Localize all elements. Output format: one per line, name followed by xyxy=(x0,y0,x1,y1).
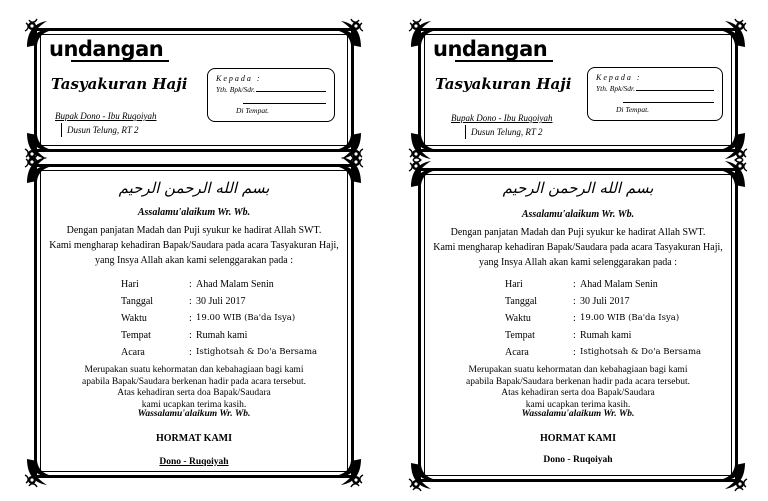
detail-value: 19.00 WIB (Ba'da Isya) xyxy=(580,313,680,323)
detail-label: Tempat xyxy=(505,330,535,341)
intro-line: Kami mengharap kehadiran Bapak/Saudara pada acara Tasyakuran Haji, xyxy=(49,240,339,251)
closing-line: apabila Bapak/Saudara berkenan hadir pada acara tersebut. xyxy=(82,376,306,387)
event-details xyxy=(505,279,735,369)
recipient-name-line xyxy=(636,90,714,91)
corner-ornament-icon xyxy=(715,17,749,51)
hormat-kami: HORMAT KAMI xyxy=(155,433,232,444)
salam-greeting: Assalamu'alaikum Wr. Wb. xyxy=(137,207,251,218)
closing-line: kami ucapkan terima kasih. xyxy=(525,399,631,410)
detail-value: Ahad Malam Senin xyxy=(196,279,274,290)
closing-line: Merupakan suatu kehormatan dan kebahagiaan bagi kami xyxy=(468,365,688,375)
envelope-card-left xyxy=(34,28,354,152)
intro-line: yang Insya Allah akan kami selenggarakan pada : xyxy=(95,255,293,266)
signature xyxy=(421,455,735,465)
heading-text: undangan xyxy=(49,37,164,61)
kepada-label: Kepada : xyxy=(216,74,262,83)
detail-label: Hari xyxy=(121,279,139,290)
closing-line: Merupakan suatu kehormatan dan kebahagiaan bagi kami xyxy=(84,365,304,375)
detail-separator: : xyxy=(573,330,576,341)
wassalam-greeting: Wassalamu'alaikum Wr. Wb. xyxy=(137,409,251,419)
detail-value: Ahad Malam Senin xyxy=(580,279,658,290)
recipient-box xyxy=(207,68,335,122)
intro-line: Kami mengharap kehadiran Bapak/Saudara pada acara Tasyakuran Haji, xyxy=(433,242,723,253)
detail-value: 30 Juli 2017 xyxy=(196,296,246,307)
detail-separator: : xyxy=(573,313,576,324)
heading-text: undangan xyxy=(433,37,548,61)
detail-label: Waktu xyxy=(121,313,147,324)
host-name: Bupak Dono - Ibu Ruqoiyah xyxy=(55,111,157,121)
detail-label: Tanggal xyxy=(505,296,538,307)
intro-line: yang Insya Allah akan kami selenggarakan pada : xyxy=(479,257,677,268)
undangan-heading xyxy=(433,37,547,61)
signature-name: Dono - Ruqoiyah xyxy=(159,457,229,467)
detail-separator: : xyxy=(189,330,192,341)
detail-separator: : xyxy=(573,296,576,307)
detail-separator: : xyxy=(189,313,192,324)
signature xyxy=(37,457,351,467)
intro-paragraph xyxy=(37,223,351,268)
detail-separator: : xyxy=(573,279,576,290)
host-address: Dusun Telung, RT 2 xyxy=(471,127,543,137)
letter-card-right xyxy=(418,168,738,482)
host-name: Bupak Dono - Ibu Ruqoiyah xyxy=(451,113,553,123)
recipient-box xyxy=(587,67,723,121)
closing-line: Atas kehadiran serta doa Bapak/Saudara xyxy=(117,388,271,398)
location-label: Di Tempat. xyxy=(616,105,650,114)
closing-paragraph xyxy=(37,365,351,411)
detail-label: Acara xyxy=(121,347,145,358)
detail-separator: : xyxy=(189,347,192,358)
envelope-card-right xyxy=(418,28,738,152)
undangan-heading xyxy=(49,37,163,61)
detail-label: Waktu xyxy=(505,313,531,324)
closing-line: Atas kehadiran serta doa Bapak/Saudara xyxy=(501,388,655,398)
event-details xyxy=(121,279,351,369)
recipient-label: Yth. Bpk/Sdr. xyxy=(216,85,255,94)
detail-value: Istighotsah & Do'a Bersama xyxy=(196,347,318,357)
letter-card-left xyxy=(34,164,354,478)
detail-label: Tempat xyxy=(121,330,151,341)
detail-separator: : xyxy=(189,296,192,307)
corner-ornament-icon xyxy=(331,17,365,51)
detail-value: 30 Juli 2017 xyxy=(580,296,630,307)
basmalah-calligraphy: بسم الله الرحمن الرحيم xyxy=(502,179,654,197)
hormat-kami: HORMAT KAMI xyxy=(539,433,616,444)
detail-label: Hari xyxy=(505,279,523,290)
detail-value: 19.00 WIB (Ba'da Isya) xyxy=(196,313,296,323)
detail-value: Istighotsah & Do'a Bersama xyxy=(580,347,702,357)
detail-label: Tanggal xyxy=(121,296,154,307)
recipient-extra-line xyxy=(243,103,326,104)
detail-value: Rumah kami xyxy=(580,330,632,341)
recipient-name-line xyxy=(256,91,326,92)
detail-label: Acara xyxy=(505,347,529,358)
closing-line: apabila Bapak/Saudara berkenan hadir pada acara tersebut. xyxy=(466,376,690,387)
location-label: Di Tempat. xyxy=(236,106,270,115)
salam-greeting: Assalamu'alaikum Wr. Wb. xyxy=(521,209,635,220)
closing-line: kami ucapkan terima kasih. xyxy=(141,399,247,410)
detail-separator: : xyxy=(189,279,192,290)
detail-separator: : xyxy=(573,347,576,358)
event-title: Tasyakuran Haji xyxy=(435,75,572,93)
closing-paragraph xyxy=(421,365,735,411)
recipient-label: Yth. Bpk/Sdr. xyxy=(596,84,635,93)
kepada-label: Kepada : xyxy=(596,73,642,82)
intro-line: Dengan panjatan Madah dan Puji syukur ke hadirat Allah SWT. xyxy=(450,227,706,238)
wassalam-greeting: Wassalamu'alaikum Wr. Wb. xyxy=(521,409,635,419)
recipient-extra-line xyxy=(623,102,714,103)
signature-name: Dono - Ruqoiyah xyxy=(543,455,613,465)
intro-line: Dengan panjatan Madah dan Puji syukur ke hadirat Allah SWT. xyxy=(66,225,322,236)
host-address: Dusun Telung, RT 2 xyxy=(67,125,139,135)
detail-value: Rumah kami xyxy=(196,330,248,341)
intro-paragraph xyxy=(421,225,735,270)
event-title: Tasyakuran Haji xyxy=(51,75,188,93)
basmalah-calligraphy: بسم الله الرحمن الرحيم xyxy=(118,179,270,197)
